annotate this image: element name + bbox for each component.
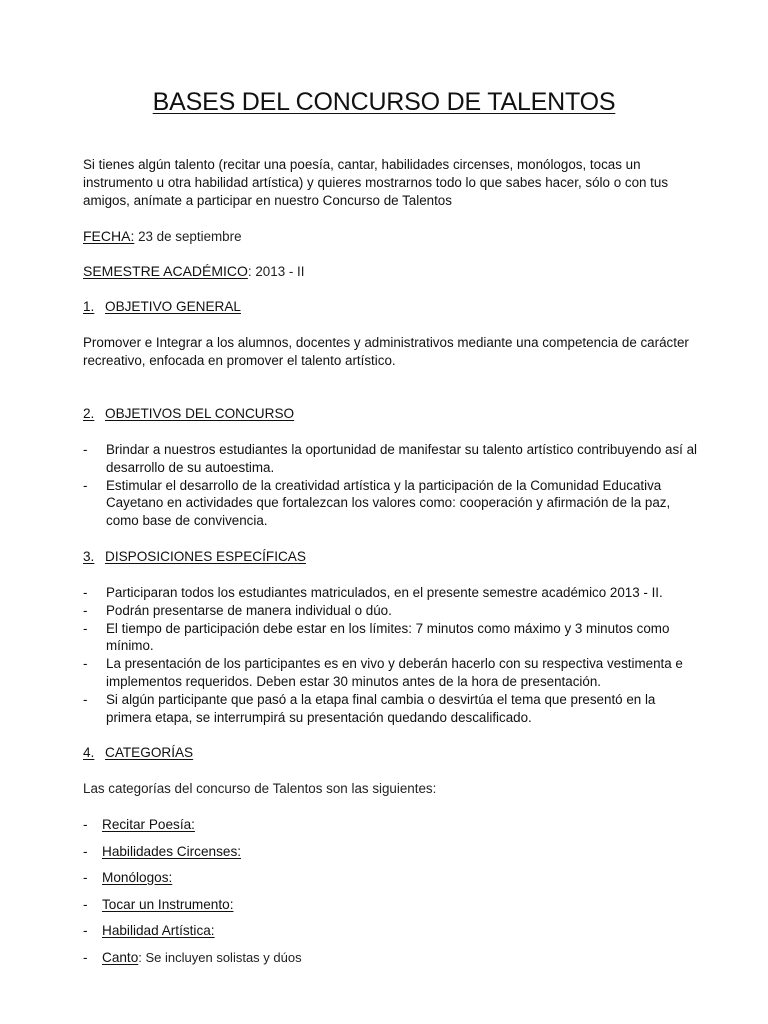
section-title: DISPOSICIONES ESPECÍFICAS (105, 549, 306, 564)
fecha-line (83, 228, 703, 246)
list-item: - Participaran todos los estudiantes matriculados, en el presente semestre académico 2013 - II. (83, 584, 703, 602)
category-name: Recitar Poesía: (102, 817, 195, 832)
category-name: Habilidades Circenses: (102, 843, 242, 859)
semestre-line (83, 263, 703, 281)
categorias-list (83, 816, 703, 975)
disposiciones-list (83, 584, 703, 726)
section-heading-2 (83, 405, 294, 423)
section-number: 4. (83, 745, 95, 760)
category-item (83, 949, 703, 976)
list-item: - Podrán presentarse de manera individual o dúo. (83, 602, 703, 620)
section-heading-4 (83, 744, 193, 762)
fecha-value: 23 de septiembre (134, 229, 242, 244)
categorias-intro: Las categorías del concurso de Talentos son las siguientes: (83, 781, 437, 796)
objetivo-general-text: Promover e Integrar a los alumnos, docentes y administrativos mediante una competencia de carácter recreativo, enfocada en promover el talento artístico. (83, 335, 689, 368)
section-title: CATEGORÍAS (105, 745, 194, 760)
section-title: OBJETIVO GENERAL (105, 299, 241, 314)
category-item (83, 922, 703, 949)
semestre-value: : 2013 - II (247, 264, 305, 279)
category-name: Habilidad Artística: (102, 923, 215, 938)
intro-paragraph: Si tienes algún talento (recitar una poesía, cantar, habilidades circenses, monólogos, tocas un instrumento u otra habilidad artística) y quieres mostrarnos todo lo que sabes hacer, sólo o con tus amigos, anímate a participar en nuestro Concurso de Talentos (83, 157, 669, 208)
category-item (83, 869, 703, 896)
category-name: Canto (102, 949, 139, 965)
section-number: 2. (83, 406, 95, 421)
section-number: 3. (83, 549, 95, 564)
category-name: Tocar un Instrumento: (102, 896, 234, 912)
semestre-label: SEMESTRE ACADÉMICO (83, 263, 248, 279)
objetivos-list (83, 441, 703, 530)
category-item (83, 896, 703, 923)
section-number: 1. (83, 299, 95, 314)
document-title: BASES DEL CONCURSO DE TALENTOS (152, 88, 616, 116)
category-item (83, 843, 703, 870)
list-item: - Brindar a nuestros estudiantes la oportunidad de manifestar su talento artístico contribuyendo así al desarrollo de su autoestima. (83, 441, 703, 477)
list-item: - Estimular el desarrollo de la creatividad artística y la participación de la Comunidad Educativa Cayetano en actividades que fortalezcan los valores como: cooperación y afirmación de la paz, como base de convivencia. (83, 477, 703, 530)
list-item: - Si algún participante que pasó a la etapa final cambia o desvirtúa el tema que presentó en la primera etapa, se interrumpirá su presentación quedando descalificado. (83, 691, 703, 727)
section-title: OBJETIVOS DEL CONCURSO (105, 406, 295, 421)
section-heading-1 (83, 298, 241, 316)
section-heading-3 (83, 548, 306, 566)
category-name: Monólogos: (102, 870, 173, 885)
category-desc: : Se incluyen solistas y dúos (138, 949, 302, 965)
list-item: - La presentación de los participantes es en vivo y deberán hacerlo con su respectiva vestimenta e implementos requeridos. Deben estar 30 minutos antes de la hora de presentación. (83, 655, 703, 691)
list-item: - El tiempo de participación debe estar en los límites: 7 minutos como máximo y 3 minutos como mínimo. (83, 620, 703, 656)
category-item (83, 816, 703, 843)
fecha-label: FECHA: (83, 228, 135, 244)
